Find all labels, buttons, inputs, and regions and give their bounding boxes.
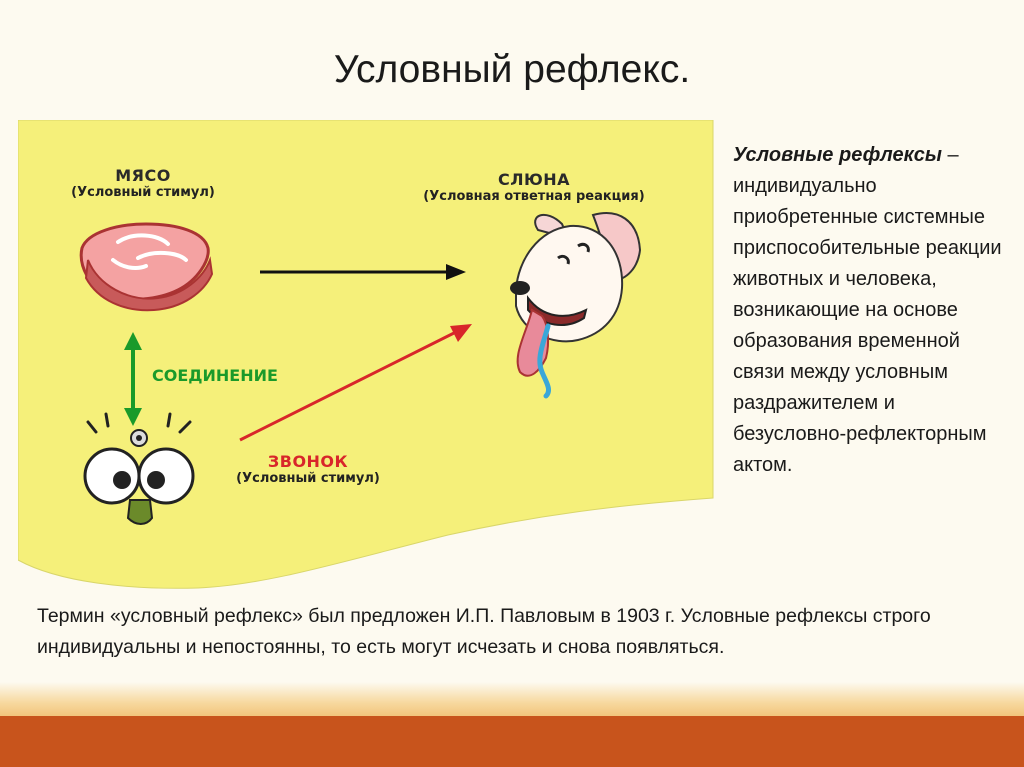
connection-label: СОЕДИНЕНИЕ — [152, 366, 278, 385]
footer-band-dark — [0, 716, 1024, 767]
footnote-text: Термин «условный рефлекс» был предложен И.П. Павловым в 1903 г. Условные рефлексы строго индивидуальны и непостоянны, то есть могут исчезать и снова появляться. — [37, 605, 931, 658]
definition-text — [733, 140, 1003, 481]
meat-subtitle: (Условный стимул) — [71, 185, 215, 200]
bell-label — [218, 452, 398, 486]
meat-label — [58, 166, 228, 200]
definition-body: – индивидуально приобретенные системные приспособительные реакции животных и человека, возникающие на основе образования временной связи между условным раздражителем и безусловно-рефлекторным актом. — [733, 144, 1002, 476]
definition-term: Условные рефлексы — [733, 144, 942, 166]
saliva-title: СЛЮНА — [497, 170, 571, 189]
bell-title: ЗВОНОК — [267, 452, 349, 471]
meat-title: МЯСО — [115, 166, 171, 185]
footer-band-light — [0, 682, 1024, 716]
bell-subtitle: (Условный стимул) — [236, 471, 380, 486]
saliva-label — [394, 170, 674, 204]
reflex-diagram — [18, 120, 718, 590]
slide-title: Условный рефлекс. — [333, 48, 691, 91]
saliva-subtitle: (Условная ответная реакция) — [423, 189, 645, 204]
